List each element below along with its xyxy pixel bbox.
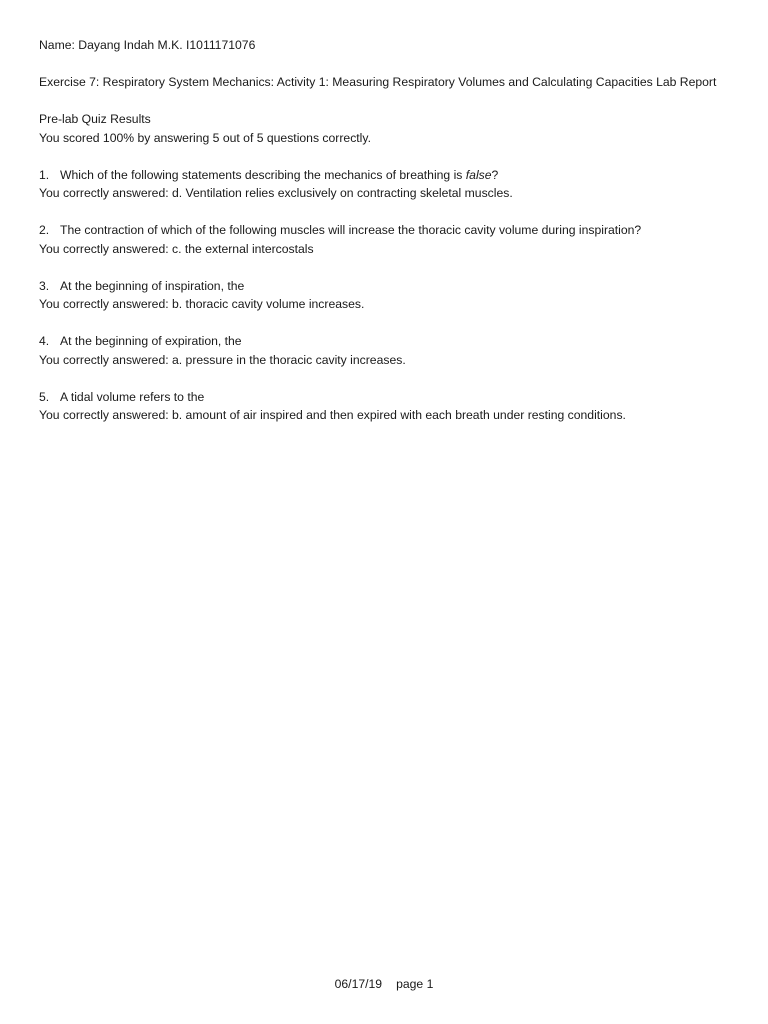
question-text-end: ? — [491, 167, 499, 182]
question-body: At the beginning of expiration, the — [60, 334, 242, 348]
student-name: Name: Dayang Indah M.K. I1011171076 — [39, 38, 256, 52]
question-body: At the beginning of inspiration, the — [60, 278, 245, 293]
question-number: 5. — [39, 389, 50, 404]
answer-text: You correctly answered: a. pressure in the thoracic cavity increases. — [39, 352, 406, 367]
answer-text: You correctly answered: d. Ventilation relies exclusively on contracting skeletal muscles. — [39, 186, 513, 200]
question-item — [39, 332, 719, 369]
question-item — [39, 166, 719, 203]
document-page — [39, 36, 719, 443]
footer-page-number: page 1 — [396, 977, 434, 991]
question-text — [39, 166, 719, 185]
question-text-start: Which of the following statements describing the mechanics of breathing is — [60, 167, 466, 182]
question-text — [39, 221, 719, 240]
question-text — [39, 388, 719, 407]
question-item — [39, 277, 719, 314]
question-emphasis: false — [465, 167, 492, 182]
footer-date: 06/17/19 — [334, 977, 383, 991]
quiz-summary — [39, 110, 719, 147]
answer-text: You correctly answered: b. amount of air inspired and then expired with each breath under resting conditions. — [39, 408, 626, 422]
page-footer — [0, 975, 768, 994]
question-item — [39, 221, 719, 258]
question-body: The contraction of which of the following muscles will increase the thoracic cavity volume during inspiration? — [60, 223, 642, 237]
question-text — [39, 277, 719, 296]
question-number: 1. — [39, 167, 50, 182]
answer-text: You correctly answered: c. the external intercostals — [39, 241, 314, 256]
question-text — [39, 332, 719, 351]
quiz-heading: Pre-lab Quiz Results — [39, 112, 151, 126]
question-number: 4. — [39, 334, 50, 348]
name-block — [39, 36, 719, 55]
question-number: 3. — [39, 278, 50, 293]
question-body: A tidal volume refers to the — [60, 389, 205, 404]
exercise-title: Exercise 7: Respiratory System Mechanics: Activity 1: Measuring Respiratory Volumes and Calculating Capacities Lab Report — [39, 75, 717, 89]
quiz-score: You scored 100% by answering 5 out of 5 questions correctly. — [39, 130, 371, 145]
answer-text: You correctly answered: b. thoracic cavity volume increases. — [39, 297, 365, 311]
question-item — [39, 388, 719, 425]
question-number: 2. — [39, 223, 50, 237]
title-block — [39, 73, 719, 92]
